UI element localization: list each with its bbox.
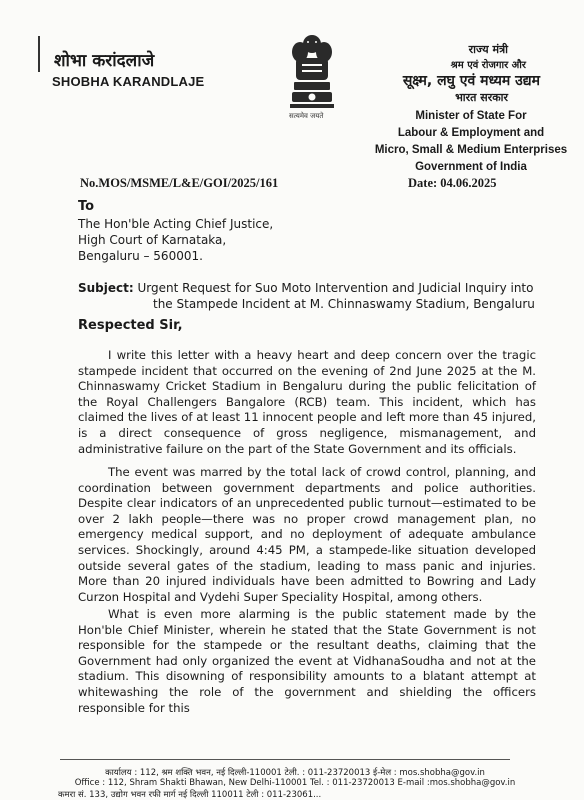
- subject-line-2: the Stampede Incident at M. Chinnaswamy Stadium, Bengaluru: [153, 297, 535, 311]
- emblem-motto: सत्यमेव जयते: [289, 112, 324, 120]
- designation-hindi-block: [350, 42, 570, 105]
- body-paragraph: The event was marred by the total lack of crowd control, planning, and coordination between government departments and police authorities. Despite clear indicators of an unprecedented public turnout—estimated to be over 2 lakh people—there was no proper crowd management plan, no emergency medical support, and no deployment of adequate ambulance services. Shockingly, around 4:45 PM, a stampede-like situation developed outside several gates of the stadium, leading to mass panic and injuries. More than 20 injured individuals have been admitted to Bowring and Lady Curzon Hospital and Vydehi Super Speciality Hospital, among others.: [78, 465, 536, 604]
- minister-name-english: SHOBHA KARANDLAJE: [52, 74, 205, 89]
- designation-hindi-line: श्रम एवं रोजगार और: [450, 60, 526, 71]
- designation-english-line: Minister of State For: [415, 110, 527, 122]
- minister-name-hindi: शोभा करांदलाजे: [54, 51, 155, 71]
- address-line: The Hon'ble Acting Chief Justice,: [78, 217, 274, 231]
- footer-address-english: Office : 112, Shram Shakti Bhawan, New Delhi-110001 Tel. : 011-23720013 E-mail :mos.shobha@gov.in: [74, 778, 516, 788]
- letterhead-divider: [38, 36, 40, 72]
- designation-hindi-line: सूक्ष्म, लघु एवं मध्यम उद्यम: [402, 73, 540, 89]
- designation-english-line: Government of India: [415, 161, 527, 173]
- body-paragraph: I write this letter with a heavy heart and deep concern over the tragic stampede incident that occurred on the evening of 2nd June 2025 at the M. Chinnaswamy Cricket Stadium in Bengaluru during the public felicitation of the Royal Challengers Bangalore (RCB) team. This incident, which has claimed the lives of at least 11 innocent people and left more than 45 injured, is a direct consequence of gross negligence, mismanagement, and administrative failure on the part of the State Government and its officials.: [78, 348, 536, 456]
- designation-hindi-line: राज्य मंत्री: [468, 43, 508, 56]
- designation-hindi-line: भारत सरकार: [455, 91, 508, 104]
- address-line: Bengaluru – 560001.: [78, 249, 203, 263]
- footer-address-hindi: कार्यालय : 112, श्रम शक्ति भवन, नई दिल्ली-110001 टेली. : 011-23720013 ई-मेल : mos.shobha@gov.in: [105, 768, 485, 778]
- body-paragraph: What is even more alarming is the public statement made by the Hon'ble Chief Minister, wherein he stated that the State Government is not responsible for the stampede or the resultant deaths, claiming that the Government had only organized the event at VidhanaSoudha and not at the stadium. This disowning of responsibility amounts to a blatant attempt at whitewashing the role of the government and shielding the officers responsible for this: [78, 607, 536, 715]
- designation-english-line: Labour & Employment and: [397, 127, 545, 139]
- designation-english-line: Micro, Small & Medium Enterprises: [374, 144, 568, 156]
- footer-address-secondary: कमरा सं. 133, उद्योग भवन रफी मार्ग नई दिल्ली 110011 टेली : 011-23061...: [58, 790, 322, 800]
- recipient-address: [78, 216, 273, 264]
- address-line: High Court of Karnataka,: [78, 233, 227, 247]
- salutation: Respected Sir,: [78, 318, 183, 333]
- subject-label: Subject:: [78, 281, 134, 295]
- reference-number: No.MOS/MSME/L&E/GOI/2025/161: [80, 176, 279, 190]
- to-heading: To: [78, 199, 95, 214]
- letter-date: Date: 04.06.2025: [408, 176, 497, 190]
- national-emblem-icon: [286, 30, 338, 122]
- footer-divider: [60, 759, 510, 760]
- subject-block: [78, 280, 548, 312]
- subject-line-1: Urgent Request for Suo Moto Intervention and Judicial Inquiry into: [137, 281, 534, 295]
- designation-english-block: [364, 108, 578, 176]
